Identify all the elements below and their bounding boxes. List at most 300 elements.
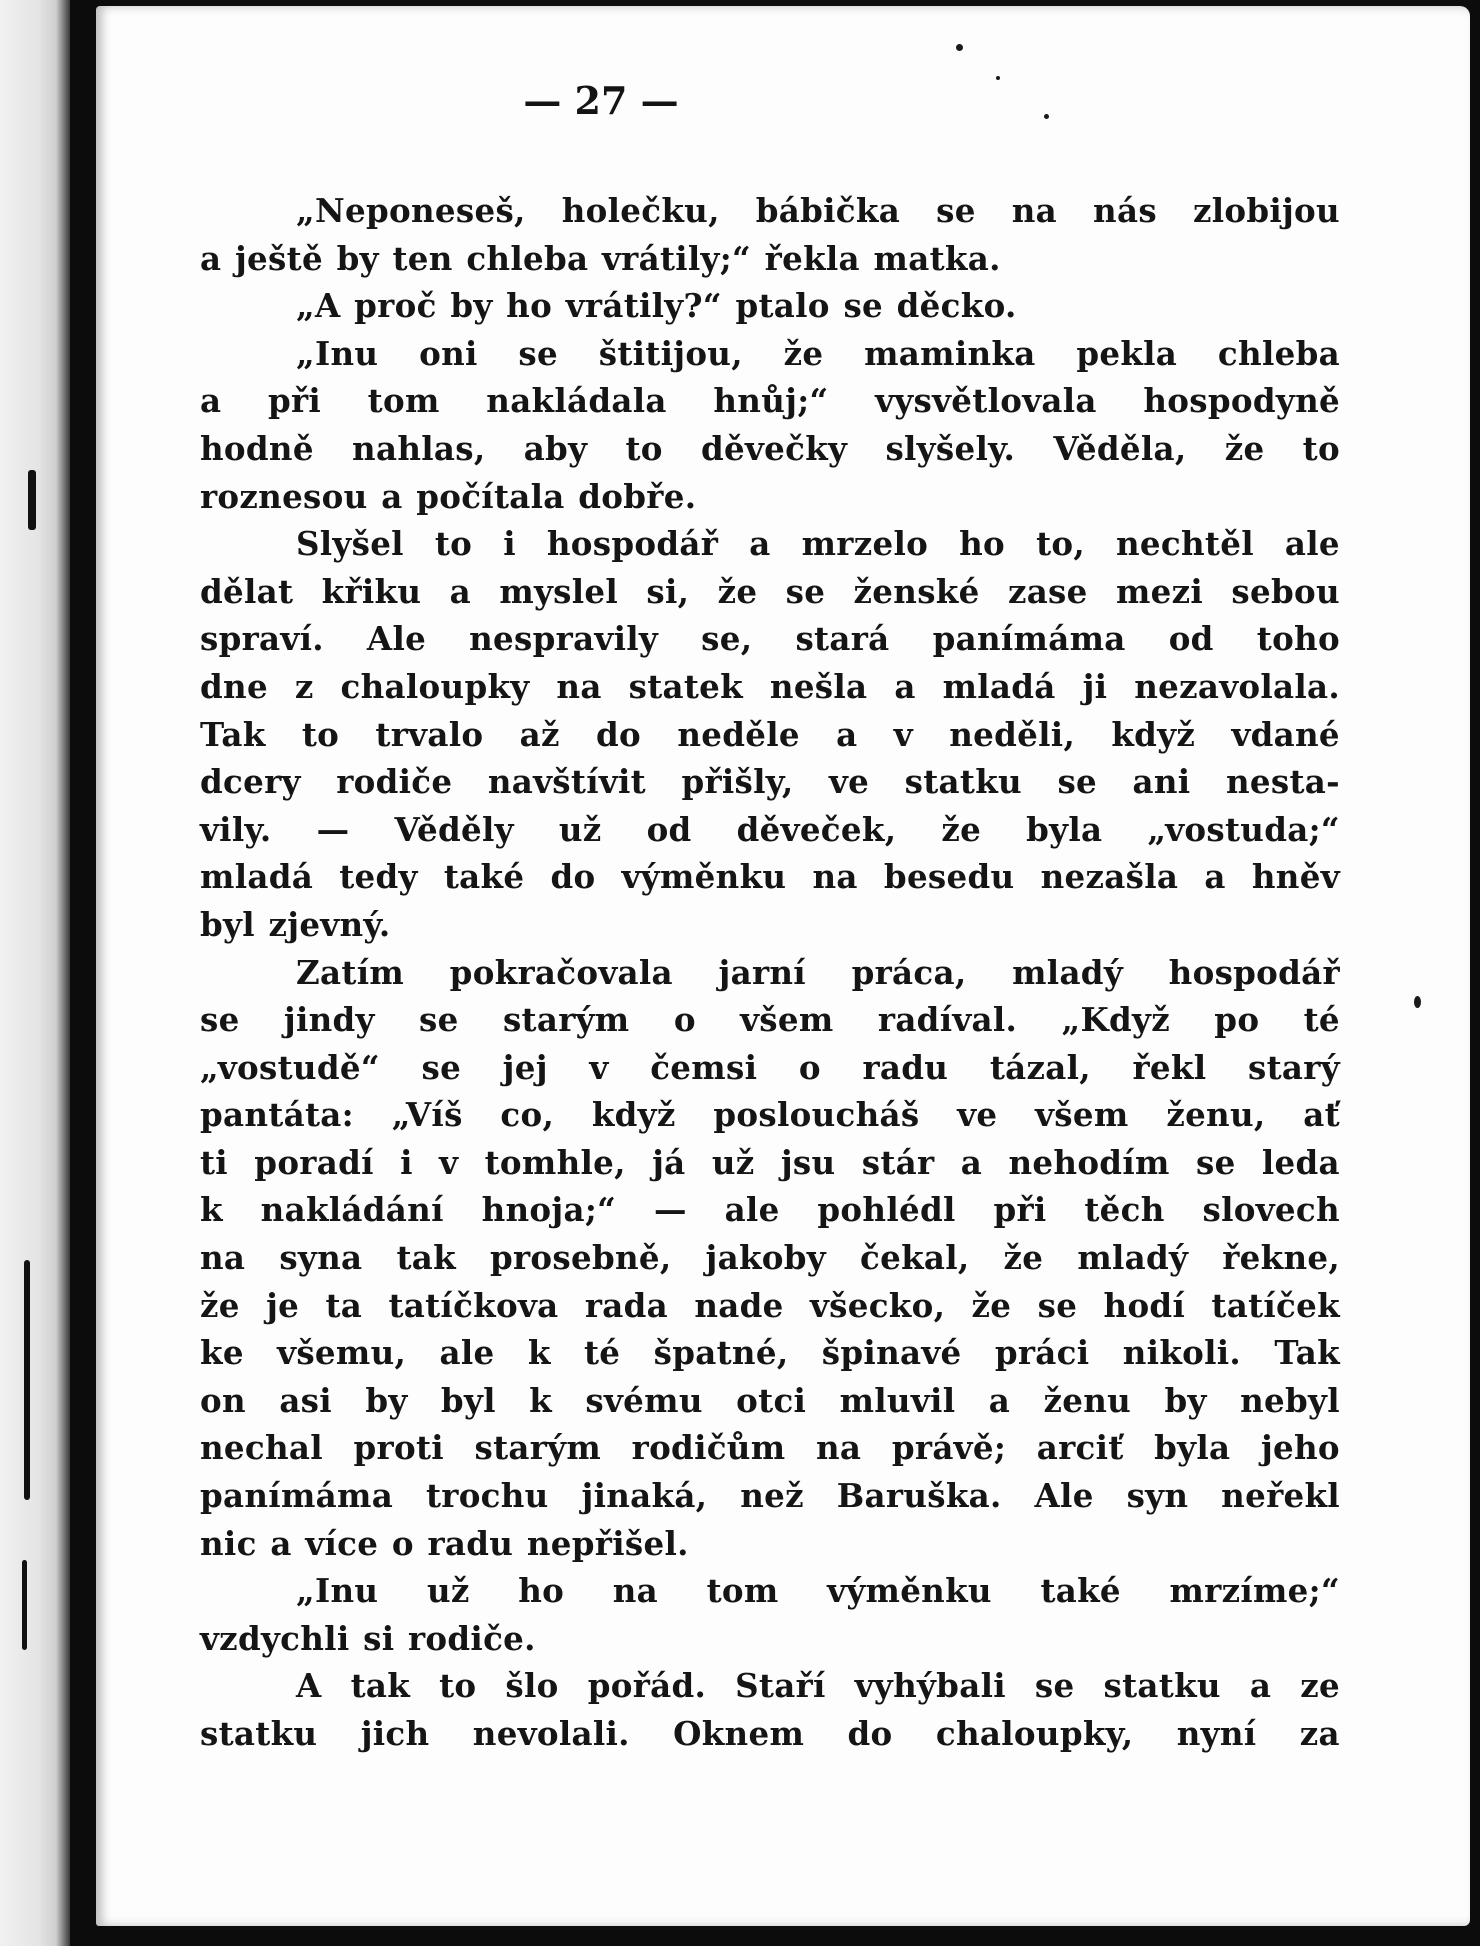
- word: nahlas,: [352, 428, 486, 468]
- book-page: [96, 6, 1470, 1926]
- word: ta: [325, 1285, 363, 1325]
- word: nechtěl: [1116, 524, 1254, 564]
- word: to,: [1036, 524, 1085, 564]
- word: právě;: [891, 1428, 1007, 1468]
- word: do: [550, 857, 596, 897]
- word: prosebně,: [489, 1238, 672, 1278]
- word: při: [993, 1190, 1047, 1230]
- text-line: [200, 1234, 1340, 1282]
- word: mrzíme;“: [1169, 1571, 1340, 1611]
- word: vdané: [1231, 714, 1340, 754]
- body-text: [200, 187, 1340, 1758]
- word: té: [1303, 1000, 1340, 1040]
- text-line: [200, 473, 1340, 521]
- word: tak: [396, 1238, 456, 1278]
- word: „Inu: [296, 333, 379, 373]
- word: si: [363, 1618, 395, 1658]
- word: Zatím: [296, 952, 405, 992]
- word: nás: [1093, 191, 1157, 230]
- word: besedu: [883, 857, 1015, 897]
- word: všemu,: [277, 1333, 407, 1373]
- word: slovech: [1202, 1190, 1340, 1230]
- word: při: [267, 381, 322, 421]
- word: všem: [740, 1000, 834, 1040]
- word: Věděla,: [1053, 428, 1187, 468]
- word: já: [652, 1142, 686, 1182]
- word: se: [936, 191, 976, 230]
- word: na: [556, 666, 602, 706]
- text-line: [200, 901, 1340, 949]
- word: neděli,: [949, 714, 1076, 754]
- word: panímáma: [200, 1476, 394, 1516]
- word: mladý: [1012, 952, 1124, 992]
- word: jej: [502, 1047, 548, 1087]
- word: se: [518, 333, 558, 373]
- word: ho: [506, 286, 553, 326]
- word: pohlédl: [817, 1190, 956, 1230]
- word: že: [941, 809, 982, 849]
- word: i: [400, 1142, 413, 1182]
- word: se,: [701, 619, 753, 659]
- text-line: [200, 758, 1340, 806]
- word: arciť: [1036, 1428, 1124, 1468]
- word: asi: [279, 1380, 332, 1420]
- word: za: [1299, 1714, 1340, 1753]
- word: mrzelo: [801, 524, 929, 564]
- word: se: [1037, 1285, 1078, 1325]
- word: by: [336, 238, 379, 278]
- word: radíval.: [877, 1000, 1018, 1040]
- text-line: [200, 711, 1340, 759]
- word: na: [812, 857, 858, 897]
- word: k: [529, 1380, 552, 1420]
- word: i: [503, 524, 516, 564]
- word: a: [894, 666, 916, 706]
- word: Slyšel: [296, 524, 404, 564]
- text-line: [200, 377, 1340, 425]
- word: Ale: [366, 619, 427, 659]
- word: mluvil: [839, 1380, 956, 1420]
- text-line: [200, 663, 1340, 711]
- word: byla: [1154, 1428, 1231, 1468]
- word: o: [673, 1000, 696, 1040]
- word: křiku: [321, 571, 422, 611]
- word: a: [988, 1380, 1011, 1420]
- word: slyšely.: [885, 428, 1016, 468]
- word: „Neponeseš,: [296, 191, 526, 230]
- word: dobře.: [578, 476, 697, 516]
- word: hospodář: [1168, 952, 1340, 992]
- text-line: [200, 1424, 1340, 1472]
- word: pokračovala: [449, 952, 673, 992]
- word: mladá: [200, 857, 314, 897]
- word: počítala: [416, 476, 565, 516]
- word: chleba: [466, 238, 589, 278]
- word: zlobijou: [1192, 191, 1340, 230]
- word: „vostudě“: [200, 1047, 380, 1087]
- word: se: [1034, 1666, 1075, 1706]
- word: chleba: [1217, 333, 1340, 373]
- word: byla: [1026, 809, 1103, 849]
- word: panímáma: [932, 619, 1126, 659]
- word: ho: [959, 524, 1006, 564]
- word: starý: [1248, 1047, 1340, 1087]
- word: ať: [1303, 1095, 1340, 1135]
- word: ale: [439, 1333, 495, 1373]
- text-line: [200, 330, 1340, 378]
- word: nespravily: [469, 619, 659, 659]
- word: ale: [1284, 524, 1340, 564]
- word: jarní: [718, 952, 806, 992]
- word: přišly,: [681, 762, 794, 802]
- word: bábička: [755, 191, 901, 230]
- word: holečku,: [561, 191, 720, 230]
- word: to: [301, 714, 340, 754]
- text-line: [200, 1186, 1340, 1234]
- text-line: [200, 1710, 1340, 1758]
- word: těch: [1084, 1190, 1165, 1230]
- word: a: [836, 714, 858, 754]
- word: rodičům: [631, 1428, 786, 1468]
- word: rodiče.: [408, 1618, 536, 1658]
- word: ale: [724, 1190, 780, 1230]
- word: ženu: [1043, 1380, 1132, 1420]
- word: nepřišel.: [526, 1523, 689, 1563]
- word: vrátily;“: [601, 238, 752, 278]
- word: ho: [518, 1571, 565, 1611]
- word: ji: [1082, 666, 1108, 706]
- word: ženské: [853, 571, 980, 611]
- text-line: [200, 1377, 1340, 1425]
- word: špatné,: [653, 1333, 789, 1373]
- word: už: [558, 809, 602, 849]
- word: jich: [360, 1714, 430, 1753]
- word: jeho: [1260, 1428, 1340, 1468]
- word: všem: [1035, 1095, 1129, 1135]
- word: spraví.: [200, 619, 324, 659]
- word: ke: [200, 1333, 244, 1373]
- word: děveček,: [736, 809, 897, 849]
- text-line: [200, 1615, 1340, 1663]
- word: poradí: [254, 1142, 374, 1182]
- word: radu: [862, 1047, 949, 1087]
- word: „Když: [1061, 1000, 1170, 1040]
- text-line: [200, 615, 1340, 663]
- text-line: [200, 806, 1340, 854]
- word: toho: [1256, 619, 1340, 659]
- word: chaloupky,: [935, 1714, 1134, 1753]
- word: vrátily?“: [565, 286, 722, 326]
- word: hodí: [1103, 1285, 1186, 1325]
- word: tom: [367, 381, 440, 421]
- ink-speck: [1414, 996, 1421, 1008]
- word: ve: [828, 762, 870, 802]
- word: a: [270, 1523, 292, 1563]
- word: a: [1249, 1666, 1272, 1706]
- word: nikoli.: [1122, 1333, 1242, 1373]
- word: že: [783, 333, 824, 373]
- word: Věděly: [394, 809, 514, 849]
- word: neděle: [677, 714, 800, 754]
- word: po: [1214, 1000, 1260, 1040]
- word: štitijou,: [598, 333, 743, 373]
- word: se: [1196, 1142, 1236, 1182]
- word: a: [449, 571, 471, 611]
- word: „A: [296, 286, 341, 326]
- word: tom: [706, 1571, 779, 1611]
- text-line: [200, 235, 1340, 283]
- word: mezi: [1115, 571, 1204, 611]
- word: jsu: [780, 1142, 836, 1182]
- word: hodně: [200, 428, 314, 468]
- word: pekla: [1076, 333, 1178, 373]
- ink-speck: [956, 44, 963, 51]
- ink-speck: [996, 76, 1000, 80]
- word: nezašla: [1040, 857, 1179, 897]
- word: ze: [1300, 1666, 1340, 1706]
- word: a: [200, 238, 222, 278]
- word: všecko,: [809, 1285, 946, 1325]
- word: tatíček: [1211, 1285, 1340, 1325]
- word: mladý: [1077, 1238, 1189, 1278]
- word: nic: [200, 1523, 257, 1563]
- word: nakládání: [260, 1190, 444, 1230]
- word: —: [316, 809, 350, 849]
- word: to: [1302, 428, 1340, 468]
- word: rodiče: [336, 762, 453, 802]
- word: ve: [957, 1095, 998, 1135]
- word: hněv: [1251, 857, 1340, 897]
- word: vyhýbali: [854, 1666, 1006, 1706]
- text-line: [200, 520, 1340, 568]
- word: matka.: [873, 238, 1001, 278]
- word: až: [519, 714, 560, 754]
- word: se: [843, 286, 884, 326]
- page-number: — 27 —: [523, 78, 679, 123]
- word: nehodím: [1008, 1142, 1170, 1182]
- word: děvečky: [700, 428, 848, 468]
- word: řekne,: [1222, 1238, 1340, 1278]
- text-line: [200, 1520, 1340, 1568]
- word: Baruška.: [836, 1476, 1002, 1516]
- word: pořád.: [587, 1666, 707, 1706]
- word: to: [625, 428, 663, 468]
- word: nade: [694, 1285, 784, 1325]
- word: aby: [523, 428, 588, 468]
- text-line: [200, 1329, 1340, 1377]
- word: práca,: [851, 952, 967, 992]
- word: k: [527, 1333, 551, 1373]
- word: byl: [200, 904, 255, 944]
- word: práci: [994, 1333, 1090, 1373]
- text-line: [200, 568, 1340, 616]
- word: roznesou: [200, 476, 368, 516]
- binding-mark: [22, 1560, 27, 1650]
- word: do: [596, 714, 642, 754]
- word: ti: [200, 1142, 228, 1182]
- word: nyní: [1176, 1714, 1257, 1753]
- word: mladá: [942, 666, 1056, 706]
- word: že: [1003, 1238, 1044, 1278]
- word: od: [1168, 619, 1214, 659]
- word: tomhle,: [484, 1142, 626, 1182]
- word: když: [1111, 714, 1196, 754]
- word: stará: [795, 619, 890, 659]
- word: to: [434, 524, 473, 564]
- word: řekl: [1132, 1047, 1207, 1087]
- word: do: [847, 1714, 893, 1753]
- word: leda: [1261, 1142, 1340, 1182]
- word: na: [1011, 191, 1057, 230]
- word: svému: [585, 1380, 703, 1420]
- word: Tak: [1274, 1333, 1340, 1373]
- text-line: [200, 949, 1340, 997]
- word: myslel: [499, 571, 619, 611]
- word: ten: [392, 238, 453, 278]
- word: zase: [1007, 571, 1088, 611]
- word: dne: [200, 666, 268, 706]
- word: nebyl: [1240, 1380, 1340, 1420]
- word: hospodář: [546, 524, 719, 564]
- binding-mark: [24, 1260, 30, 1500]
- word: statku: [904, 762, 1022, 802]
- word: se: [785, 571, 826, 611]
- ink-speck: [1044, 114, 1049, 119]
- word: šlo: [505, 1666, 559, 1706]
- word: otci: [736, 1380, 807, 1420]
- word: z: [294, 666, 314, 706]
- word: tedy: [339, 857, 418, 897]
- word: v: [893, 714, 913, 754]
- word: starým: [502, 1000, 630, 1040]
- word: byl: [440, 1380, 496, 1420]
- word: rada: [584, 1285, 668, 1325]
- text-line: [200, 1091, 1340, 1139]
- word: starým: [474, 1428, 602, 1468]
- word: jakoby: [705, 1238, 826, 1278]
- word: že: [1224, 428, 1265, 468]
- text-line: [200, 282, 1340, 330]
- word: na: [612, 1571, 658, 1611]
- word: co,: [500, 1095, 555, 1135]
- word: proti: [353, 1428, 444, 1468]
- text-line: [200, 187, 1340, 235]
- word: více: [305, 1523, 379, 1563]
- word: dcery: [200, 762, 301, 802]
- word: špinavé: [821, 1333, 962, 1373]
- word: syn: [1126, 1476, 1189, 1516]
- word: děcko.: [896, 286, 1017, 326]
- word: by: [450, 286, 493, 326]
- word: také: [1040, 1571, 1121, 1611]
- word: nezavolala.: [1134, 666, 1340, 706]
- word: „Víš: [391, 1095, 463, 1135]
- word: Staří: [735, 1666, 826, 1706]
- word: už: [711, 1142, 755, 1182]
- word: statek: [628, 666, 743, 706]
- word: „vostuda;“: [1147, 809, 1340, 849]
- word: také: [443, 857, 525, 897]
- text-line: [200, 1139, 1340, 1187]
- word: posloucháš: [713, 1095, 920, 1135]
- word: že: [200, 1285, 240, 1325]
- word: tázal,: [989, 1047, 1091, 1087]
- text-line: [200, 996, 1340, 1044]
- word: vzdychli: [200, 1618, 350, 1658]
- word: se: [419, 1000, 459, 1040]
- text-line: [200, 1472, 1340, 1520]
- word: výměnku: [621, 857, 787, 897]
- word: statku: [200, 1714, 318, 1753]
- word: Oknem: [673, 1714, 805, 1753]
- word: syna: [279, 1238, 363, 1278]
- word: vysvětlovala: [875, 381, 1097, 421]
- word: o: [391, 1523, 414, 1563]
- word: proč: [354, 286, 437, 326]
- text-line: [200, 1044, 1340, 1092]
- text-line: [200, 425, 1340, 473]
- word: na: [816, 1428, 862, 1468]
- word: než: [740, 1476, 804, 1516]
- word: ženu,: [1166, 1095, 1266, 1135]
- word: trvalo: [375, 714, 484, 754]
- word: výměnku: [827, 1571, 992, 1611]
- word: by: [1164, 1380, 1207, 1420]
- text-line: [200, 1662, 1340, 1710]
- word: pantáta:: [200, 1095, 354, 1135]
- word: on: [200, 1380, 246, 1420]
- word: „Inu: [296, 1571, 379, 1611]
- word: nevolali.: [472, 1714, 630, 1753]
- word: tatíčkova: [388, 1285, 559, 1325]
- word: v: [439, 1142, 459, 1182]
- word: jinaká,: [581, 1476, 708, 1516]
- word: té: [583, 1333, 621, 1373]
- word: Ale: [1034, 1476, 1094, 1516]
- word: od: [646, 809, 692, 849]
- word: maminka: [864, 333, 1036, 373]
- word: se: [1057, 762, 1098, 802]
- word: když: [591, 1095, 676, 1135]
- word: navštívit: [487, 762, 646, 802]
- word: o: [798, 1047, 821, 1087]
- word: chaloupky: [340, 666, 530, 706]
- word: stár: [861, 1142, 935, 1182]
- word: a: [200, 381, 222, 421]
- word: tak: [350, 1666, 411, 1706]
- word: jindy: [283, 1000, 375, 1040]
- word: že: [971, 1285, 1012, 1325]
- word: zjevný.: [268, 904, 391, 944]
- word: ještě: [235, 238, 323, 278]
- word: by: [365, 1380, 408, 1420]
- word: je: [266, 1285, 300, 1325]
- word: radu: [427, 1523, 514, 1563]
- word: k: [200, 1190, 223, 1230]
- word: nesta-: [1225, 762, 1340, 802]
- word: nešla: [769, 666, 868, 706]
- word: a: [1204, 857, 1226, 897]
- word: sebou: [1231, 571, 1340, 611]
- word: Tak: [200, 714, 266, 754]
- word: na: [200, 1238, 246, 1278]
- text-line: [200, 1282, 1340, 1330]
- word: statku: [1103, 1666, 1221, 1706]
- word: řekla: [764, 238, 860, 278]
- word: dělat: [200, 571, 294, 611]
- word: se: [200, 1000, 240, 1040]
- word: a: [749, 524, 771, 564]
